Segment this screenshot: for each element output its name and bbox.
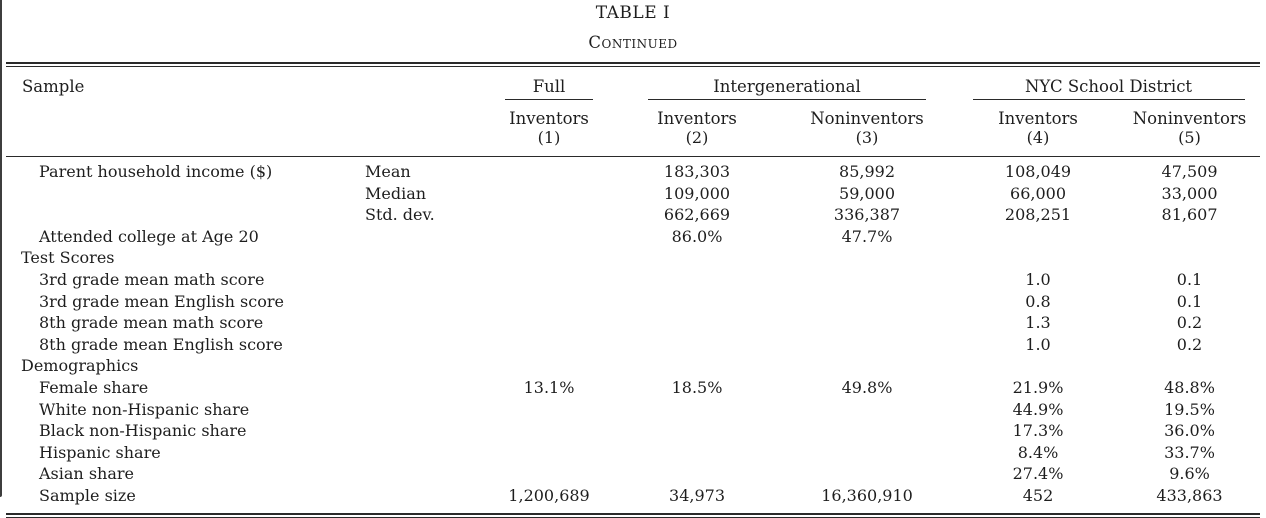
cell-col2 (617, 355, 777, 377)
cell-col3: 85,992 (839, 162, 895, 181)
cell-col5: 33,000 (1161, 183, 1218, 203)
group-underline (505, 99, 593, 100)
cell-col5: 48.8% (1164, 377, 1215, 397)
cell-col3: 49.8% (841, 377, 893, 397)
cell-col5 (1119, 355, 1260, 377)
cell-col3: 16,360,910 (821, 485, 913, 505)
table-row (6, 442, 1260, 464)
row-stat-label (356, 226, 481, 248)
cell-col1 (481, 204, 617, 226)
cell-col3 (777, 420, 957, 442)
cell-col1 (481, 312, 617, 334)
table-row (6, 420, 1260, 442)
table-row (6, 247, 1260, 269)
column-number: (3) (855, 128, 879, 147)
cell-col1 (481, 399, 617, 421)
cell-col2 (617, 247, 777, 269)
cell-col4: 66,000 (1010, 183, 1066, 203)
row-stat-label: Std. dev. (365, 205, 435, 225)
column-name: Inventors (657, 109, 737, 128)
cell-col2 (617, 269, 777, 291)
row-label: 3rd grade mean math score (39, 269, 265, 289)
cell-col2: 183,303 (663, 162, 731, 181)
column-group-intergenerational (617, 67, 957, 101)
cell-col4: 21.9% (1012, 377, 1064, 397)
column-group-full (481, 67, 617, 101)
row-stat-label (356, 377, 481, 399)
cell-col3: 47.7% (841, 226, 893, 246)
cell-col4 (957, 226, 1119, 248)
row-label: Attended college at Age 20 (39, 226, 259, 246)
row-label: Demographics (21, 356, 139, 376)
table-row (6, 377, 1260, 399)
cell-col5: 0.1 (1176, 291, 1203, 311)
header-spacer (6, 101, 481, 157)
table-row (6, 226, 1260, 248)
column-group-nyc-school-district (957, 67, 1260, 101)
cell-col2 (617, 399, 777, 421)
row-stat-label (356, 312, 481, 334)
row-label: Female share (39, 377, 149, 397)
table-row (6, 463, 1260, 485)
row-label: 8th grade mean English score (39, 334, 283, 354)
column-name: Noninventors (1132, 109, 1247, 128)
table-header (6, 67, 1260, 157)
table-row (6, 269, 1260, 291)
table-row (6, 485, 1260, 513)
table-row (6, 183, 1260, 205)
table-subtitle: Continued (588, 33, 678, 52)
group-header-row (6, 67, 1260, 101)
row-stat-label (356, 399, 481, 421)
cell-col2: 662,669 (663, 205, 731, 225)
cell-col4: 1.0 (1025, 269, 1051, 289)
table-row (6, 334, 1260, 356)
table-row (6, 204, 1260, 226)
cell-col3 (777, 269, 957, 291)
cell-col4: 27.4% (1012, 464, 1064, 484)
table-row (6, 399, 1260, 421)
cell-col5: 33.7% (1164, 442, 1215, 462)
bottom-double-rule (6, 513, 1260, 518)
row-label: Hispanic share (39, 442, 161, 462)
cell-col1 (481, 442, 617, 464)
cell-col2 (617, 420, 777, 442)
row-stat-label (356, 269, 481, 291)
table-row (6, 312, 1260, 334)
cell-col4: 1.0 (1025, 334, 1051, 354)
table-body (6, 157, 1260, 513)
cell-col3 (777, 291, 957, 313)
cell-col3 (777, 355, 957, 377)
row-stat-label (356, 485, 481, 513)
row-label: 3rd grade mean English score (39, 291, 284, 311)
row-stat-label: Median (365, 183, 427, 203)
table-title: TABLE I (595, 3, 671, 23)
row-stat-label: Mean (365, 162, 411, 181)
cell-col1 (481, 334, 617, 356)
cell-col2 (617, 442, 777, 464)
cell-col3 (777, 334, 957, 356)
column-header-4 (957, 101, 1119, 157)
column-header-row (6, 101, 1260, 157)
cell-col3 (777, 399, 957, 421)
row-label: Asian share (39, 464, 134, 484)
cell-col1: 1,200,689 (508, 485, 590, 505)
row-label: 8th grade mean math score (39, 313, 264, 333)
cell-col2 (617, 334, 777, 356)
group-underline (648, 99, 926, 100)
column-header-3 (777, 101, 957, 157)
cell-col2: 18.5% (671, 377, 723, 397)
cell-col4: 108,049 (1004, 162, 1072, 181)
cell-col2: 109,000 (663, 183, 731, 203)
cell-col3: 59,000 (839, 183, 895, 203)
row-label: Test Scores (21, 248, 115, 268)
cell-col4 (957, 355, 1119, 377)
cell-col1 (481, 355, 617, 377)
cell-col3 (777, 442, 957, 464)
cell-col4: 1.3 (1025, 313, 1051, 333)
cell-col5: 19.5% (1164, 399, 1215, 419)
cell-col3 (777, 312, 957, 334)
table-caption (0, 0, 1266, 53)
column-number: (2) (685, 128, 709, 147)
cell-col5 (1119, 247, 1260, 269)
cell-col4: 0.8 (1025, 291, 1051, 311)
column-number: (5) (1178, 128, 1201, 147)
row-stat-label (356, 463, 481, 485)
group-underline (973, 99, 1245, 100)
cell-col2: 86.0% (671, 226, 723, 246)
cell-col5: 81,607 (1161, 205, 1218, 225)
table-row (6, 291, 1260, 313)
column-header-1 (481, 101, 617, 157)
cell-col1 (481, 157, 617, 183)
row-label: Black non-Hispanic share (39, 421, 247, 441)
page-edge-artifact (0, 0, 2, 497)
row-stat-label (356, 355, 481, 377)
cell-col4 (957, 247, 1119, 269)
cell-col2 (617, 463, 777, 485)
row-stat-label (356, 442, 481, 464)
table-container (6, 62, 1260, 518)
group-label: Full (532, 77, 566, 96)
sample-header: Sample (22, 77, 85, 96)
row-stat-label (356, 334, 481, 356)
cell-col5: 0.1 (1176, 269, 1203, 289)
cell-col4: 44.9% (1012, 399, 1064, 419)
cell-col4: 208,251 (1004, 205, 1072, 225)
cell-col5: 47,509 (1161, 162, 1218, 181)
summary-statistics-table (6, 67, 1260, 513)
cell-col2: 34,973 (669, 485, 725, 505)
row-label: White non-Hispanic share (39, 399, 250, 419)
cell-col4: 8.4% (1017, 442, 1059, 462)
table-row (6, 355, 1260, 377)
cell-col5: 0.2 (1176, 313, 1203, 333)
cell-col2 (617, 291, 777, 313)
cell-col5 (1119, 226, 1260, 248)
row-stat-label (356, 291, 481, 313)
cell-col4: 17.3% (1012, 421, 1064, 441)
cell-col1 (481, 269, 617, 291)
cell-col5: 433,863 (1156, 485, 1223, 505)
column-name: Noninventors (810, 109, 924, 128)
cell-col1 (481, 226, 617, 248)
row-label: Parent household income ($) (39, 162, 273, 181)
cell-col2 (617, 312, 777, 334)
cell-col5: 0.2 (1176, 334, 1203, 354)
row-label (6, 204, 356, 226)
cell-col1 (481, 183, 617, 205)
row-stat-label (356, 420, 481, 442)
cell-col3 (777, 463, 957, 485)
column-number: (4) (1026, 128, 1050, 147)
row-label (6, 183, 356, 205)
column-name: Inventors (509, 109, 589, 128)
cell-col1 (481, 291, 617, 313)
table-row (6, 157, 1260, 183)
column-name: Inventors (998, 109, 1078, 128)
column-header-5 (1119, 101, 1260, 157)
cell-col4: 452 (1022, 485, 1054, 505)
cell-col1 (481, 463, 617, 485)
cell-col3 (777, 247, 957, 269)
group-label: Intergenerational (713, 77, 861, 96)
cell-col5: 36.0% (1164, 421, 1215, 441)
column-header-2 (617, 101, 777, 157)
cell-col5: 9.6% (1169, 464, 1210, 484)
cell-col3: 336,387 (833, 205, 901, 225)
group-label: NYC School District (1024, 77, 1193, 96)
cell-col1 (481, 420, 617, 442)
cell-col1 (481, 247, 617, 269)
cell-col1: 13.1% (523, 377, 575, 397)
row-stat-label (356, 247, 481, 269)
row-label: Sample size (39, 485, 136, 505)
column-number: (1) (537, 128, 561, 147)
